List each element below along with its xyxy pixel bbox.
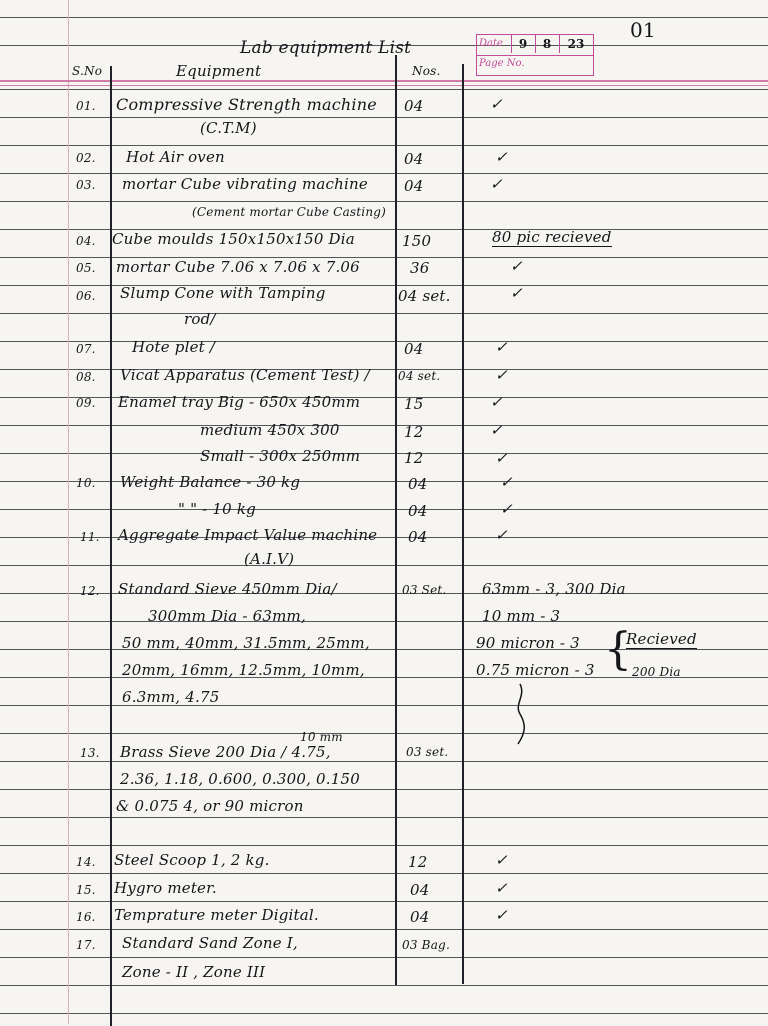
date-stamp bbox=[476, 34, 594, 76]
row-05-sno: 05. bbox=[76, 261, 96, 275]
row-10-sno: 10. bbox=[76, 476, 96, 490]
row-01-item: Compressive Strength machine bbox=[116, 95, 377, 114]
row-14-item: Steel Scoop 1, 2 kg. bbox=[114, 851, 270, 869]
row-10-status-2: ✓ bbox=[500, 500, 513, 518]
row-13-nos: 03 set. bbox=[406, 745, 449, 759]
row-09-item-line2: medium 450x 300 bbox=[200, 421, 340, 439]
stamp-date-label: Date bbox=[479, 38, 503, 49]
row-01-status: ✓ bbox=[490, 95, 503, 113]
row-03-status: ✓ bbox=[490, 175, 503, 193]
header-sno: S.No bbox=[72, 64, 103, 78]
page-title: Lab equipment List bbox=[240, 38, 412, 58]
stamp-year: 23 bbox=[559, 35, 592, 53]
row-15-status: ✓ bbox=[495, 879, 508, 897]
row-11-item-line2: (A.I.V) bbox=[244, 550, 295, 568]
row-12-status-2: 10 mm - 3 bbox=[482, 607, 561, 625]
column-divider-equipment bbox=[395, 55, 397, 985]
row-02-nos: 04 bbox=[404, 150, 424, 168]
row-14-nos: 12 bbox=[408, 853, 428, 871]
left-margin-line bbox=[68, 0, 69, 1024]
row-06-sno: 06. bbox=[76, 289, 96, 303]
row-10-item: Weight Balance - 30 kg bbox=[120, 473, 301, 491]
row-02-sno: 02. bbox=[76, 151, 96, 165]
page-number: 01 bbox=[630, 18, 656, 42]
row-09-item-line3: Small - 300x 250mm bbox=[200, 447, 361, 465]
row-03-nos: 04 bbox=[404, 177, 424, 195]
row-12-received-size: 200 Dia bbox=[632, 665, 681, 679]
row-04-status: 80 pic recieved bbox=[492, 228, 612, 246]
row-17-sno: 17. bbox=[76, 938, 96, 952]
row-15-nos: 04 bbox=[410, 881, 430, 899]
row-13-item-line2: 2.36, 1.18, 0.600, 0.300, 0.150 bbox=[120, 770, 360, 788]
row-09-nos-2: 12 bbox=[404, 423, 424, 441]
row-02-status: ✓ bbox=[495, 148, 508, 166]
row-04-nos: 150 bbox=[402, 232, 432, 250]
row-12-status-4: 0.75 micron - 3 bbox=[476, 661, 595, 679]
row-05-status: ✓ bbox=[510, 257, 523, 275]
row-07-sno: 07. bbox=[76, 342, 96, 356]
header-nos: Nos. bbox=[412, 64, 441, 78]
row-06-item: Slump Cone with Tamping bbox=[120, 284, 326, 302]
header-rule-2 bbox=[0, 85, 768, 86]
column-divider-sno bbox=[110, 66, 112, 1026]
row-11-nos: 04 bbox=[408, 528, 428, 546]
row-08-sno: 08. bbox=[76, 370, 96, 384]
row-09-item: Enamel tray Big - 650x 450mm bbox=[118, 393, 361, 411]
column-divider-nos bbox=[462, 64, 464, 984]
row-05-item: mortar Cube 7.06 x 7.06 x 7.06 bbox=[116, 258, 360, 276]
row-01-sno: 01. bbox=[76, 99, 96, 113]
row-08-status: ✓ bbox=[495, 366, 508, 384]
row-09-nos-3: 12 bbox=[404, 449, 424, 467]
row-08-item: Vicat Apparatus (Cement Test) / bbox=[120, 366, 370, 384]
row-12-status-1: 63mm - 3, 300 Dia bbox=[482, 580, 626, 598]
row-12-nos: 03 Set. bbox=[402, 583, 447, 597]
row-17-item-line2: Zone - II , Zone III bbox=[122, 963, 266, 981]
row-09-status-2: ✓ bbox=[490, 421, 503, 439]
row-16-status: ✓ bbox=[495, 906, 508, 924]
stamp-day: 9 bbox=[511, 35, 534, 53]
row-04-sno: 04. bbox=[76, 234, 96, 248]
row-17-nos: 03 Bag. bbox=[402, 938, 450, 952]
row-11-status: ✓ bbox=[495, 526, 508, 544]
row-03-sno: 03. bbox=[76, 178, 96, 192]
row-13-item: Brass Sieve 200 Dia / 4.75, bbox=[120, 743, 331, 761]
stamp-month: 8 bbox=[535, 35, 558, 53]
row-05-nos: 36 bbox=[410, 259, 430, 277]
row-09-nos-1: 15 bbox=[404, 395, 424, 413]
row-10-item-line2: " " - 10 kg bbox=[178, 500, 256, 518]
header-equipment: Equipment bbox=[176, 62, 262, 80]
row-10-nos-2: 04 bbox=[408, 502, 428, 520]
row-11-sno: 11. bbox=[80, 530, 100, 544]
row-12-item-line3: 50 mm, 40mm, 31.5mm, 25mm, bbox=[122, 634, 370, 652]
header-rule bbox=[0, 80, 768, 82]
row-01-item-line2: (C.T.M) bbox=[200, 119, 257, 137]
row-03-item: mortar Cube vibrating machine bbox=[122, 175, 368, 193]
curly-brace: { bbox=[604, 624, 632, 675]
row-15-item: Hygro meter. bbox=[114, 879, 217, 897]
row-12-item-line2: 300mm Dia - 63mm, bbox=[148, 607, 306, 625]
row-14-sno: 14. bbox=[76, 855, 96, 869]
row-09-sno: 09. bbox=[76, 396, 96, 410]
row-13-item-line3: & 0.075 4, or 90 micron bbox=[116, 797, 304, 815]
row-12-sno: 12. bbox=[80, 584, 100, 598]
row-12-item: Standard Sieve 450mm Dia/ bbox=[118, 580, 337, 598]
row-10-nos-1: 04 bbox=[408, 475, 428, 493]
row-07-status: ✓ bbox=[495, 338, 508, 356]
row-16-item: Temprature meter Digital. bbox=[114, 906, 319, 924]
row-13-sno: 13. bbox=[80, 746, 100, 760]
row-03-item-line2: (Cement mortar Cube Casting) bbox=[192, 205, 387, 219]
wavy-mark bbox=[512, 682, 528, 746]
row-16-sno: 16. bbox=[76, 910, 96, 924]
row-07-nos: 04 bbox=[404, 340, 424, 358]
row-17-item: Standard Sand Zone I, bbox=[122, 934, 298, 952]
row-07-item: Hote plet / bbox=[132, 338, 216, 356]
row-10-status-1: ✓ bbox=[500, 473, 513, 491]
row-12-status-3: 90 micron - 3 bbox=[476, 634, 580, 652]
row-02-item: Hot Air oven bbox=[126, 148, 225, 166]
row-09-status-1: ✓ bbox=[490, 393, 503, 411]
row-14-status: ✓ bbox=[495, 851, 508, 869]
stamp-page-row bbox=[477, 55, 593, 75]
row-13-annotation: 10 mm bbox=[300, 730, 343, 744]
row-06-item-line2: rod/ bbox=[184, 310, 216, 328]
row-12-item-line5: 6.3mm, 4.75 bbox=[122, 688, 220, 706]
stamp-page-label: Page No. bbox=[479, 58, 525, 69]
row-09-status-3: ✓ bbox=[495, 449, 508, 467]
row-01-nos: 04 bbox=[404, 97, 424, 115]
row-12-received-note: Recieved bbox=[626, 630, 697, 648]
row-04-item: Cube moulds 150x150x150 Dia bbox=[112, 230, 355, 248]
row-06-status: ✓ bbox=[510, 284, 523, 302]
row-16-nos: 04 bbox=[410, 908, 430, 926]
row-08-nos: 04 set. bbox=[398, 369, 441, 383]
row-06-nos: 04 set. bbox=[398, 287, 451, 305]
row-12-item-line4: 20mm, 16mm, 12.5mm, 10mm, bbox=[122, 661, 365, 679]
row-11-item: Aggregate Impact Value machine bbox=[118, 526, 378, 544]
stamp-date-row bbox=[477, 35, 593, 56]
row-15-sno: 15. bbox=[76, 883, 96, 897]
